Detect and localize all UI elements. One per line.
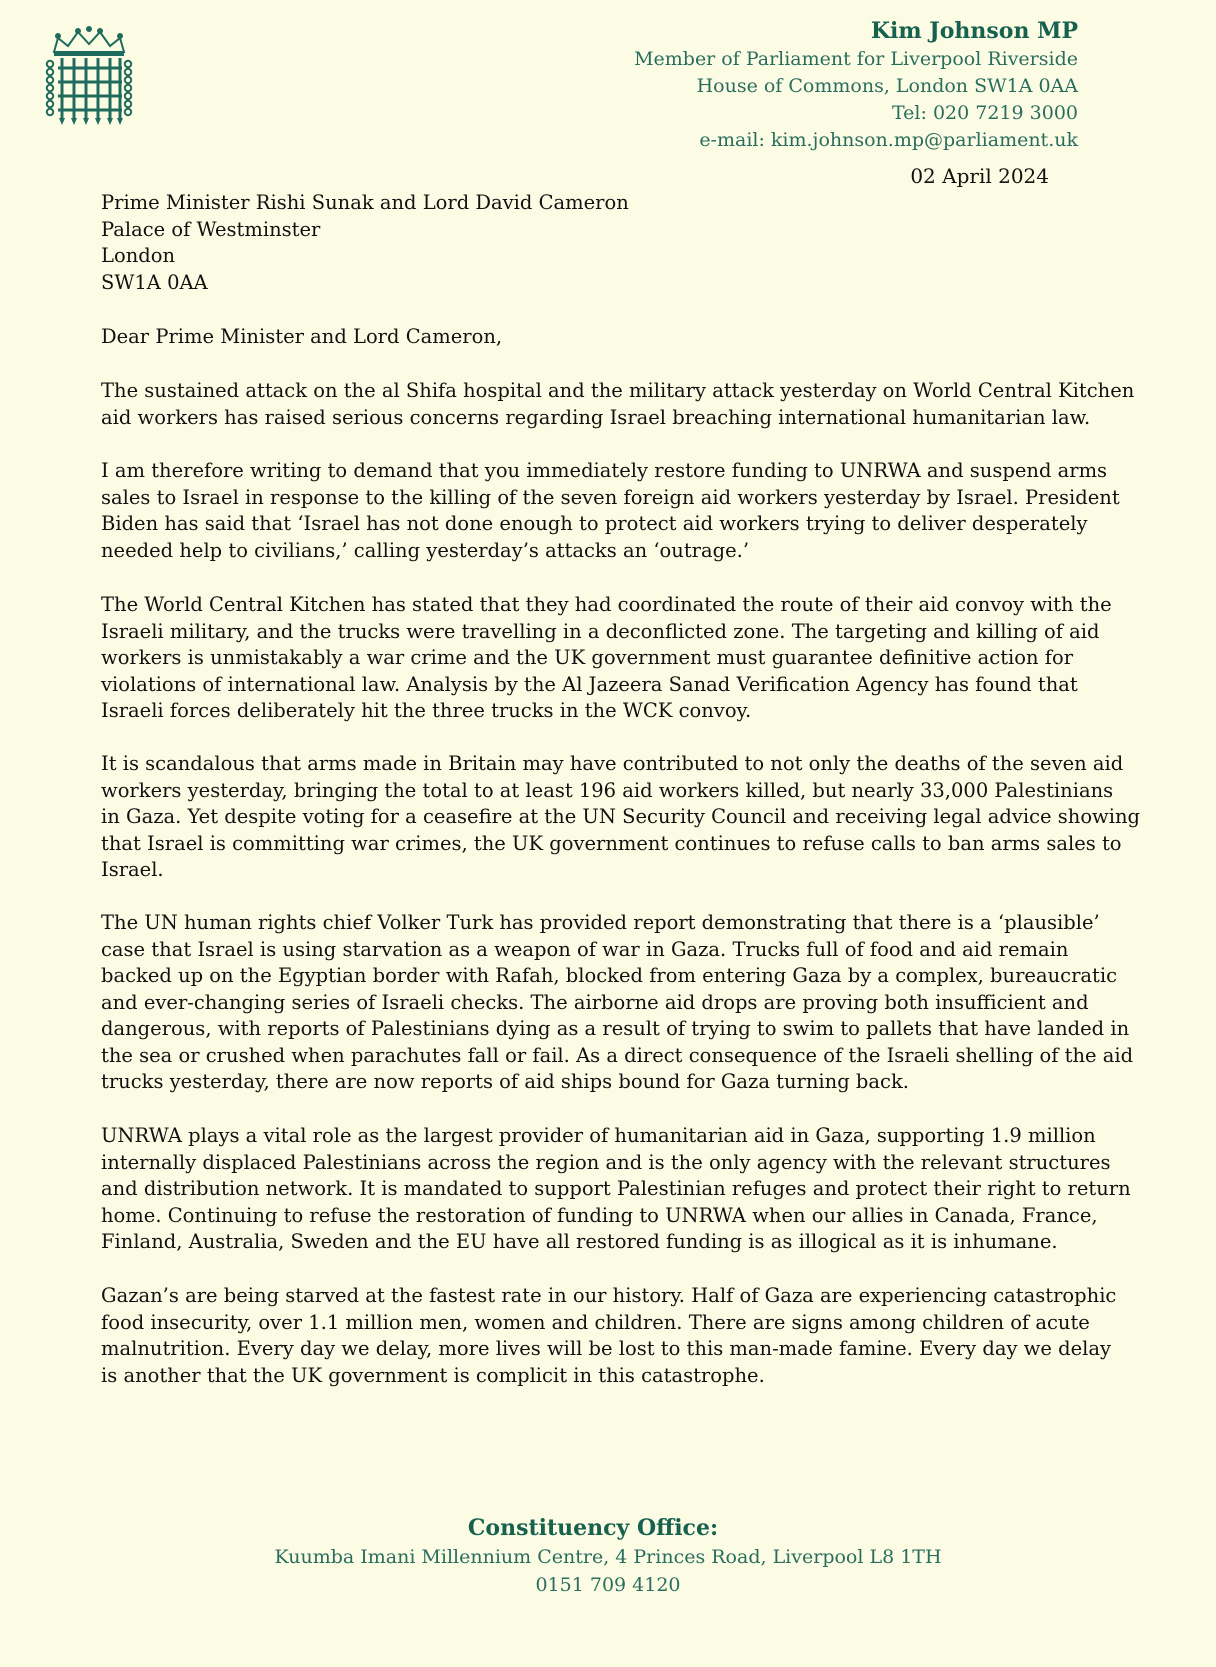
paragraph-line: the sea or crushed when parachutes fall or fail. As a direct consequence of the Israeli shelling of the aid <box>101 1043 1134 1067</box>
body-paragraph <box>101 458 1120 564</box>
paragraph-line: Gazan’s are being starved at the fastest rate in our history. Half of Gaza are experiencing catastrophic <box>101 1284 1117 1307</box>
body-paragraph <box>101 378 1135 431</box>
mp-name: Kim Johnson MP <box>870 18 1078 44</box>
body-paragraph <box>101 592 1111 725</box>
paragraph-line: backed up on the Egyptian border with Rafah, blocked from entering Gaza by a complex, bureaucratic <box>101 964 1118 987</box>
paragraph-line: workers yesterday, bringing the total to at least 196 aid workers killed, but nearly 33,000 Palestinians <box>101 778 1114 802</box>
paragraph-line: The sustained attack on the al Shifa hospital and the military attack yesterday on World Central Kitchen <box>101 379 1135 402</box>
paragraph-line: aid workers has raised serious concerns regarding Israel breaching international humanitarian law. <box>101 405 1091 429</box>
paragraph-line: It is scandalous that arms made in Britain may have contributed to not only the deaths of the seven aid <box>101 752 1124 775</box>
paragraph-line: needed help to civilians,’ calling yesterday’s attacks an ‘outrage.’ <box>101 538 750 562</box>
paragraph-line: in Gaza. Yet despite voting for a ceasefire at the UN Security Council and receiving legal advice showing <box>101 805 1141 828</box>
portcullis-icon <box>44 26 134 126</box>
paragraph-line: Israeli forces deliberately hit the three trucks in the WCK convoy. <box>101 699 752 722</box>
paragraph-line: that Israel is committing war crimes, the UK government continues to refuse calls to ban arms sales to <box>101 831 1122 855</box>
paragraph-line: Biden has said that ‘Israel has not done enough to protect aid workers trying to deliver desperately <box>101 512 1088 535</box>
paragraph-line: dangerous, with reports of Palestinians dying as a result of trying to swim to pallets that have landed in <box>101 1017 1130 1040</box>
addressee-line: SW1A 0AA <box>101 270 208 294</box>
paragraph-line: Israel. <box>101 858 164 881</box>
paragraph-line: is another that the UK government is complicit in this catastrophe. <box>101 1363 765 1387</box>
mp-email: e-mail: kim.johnson.mp@parliament.uk <box>699 129 1078 151</box>
paragraph-line: and distribution network. It is mandated to support Palestinian refuges and protect their right to return <box>101 1177 1131 1200</box>
letterhead <box>634 16 1078 154</box>
addressee-block <box>101 190 629 296</box>
paragraph-line: The World Central Kitchen has stated that they had coordinated the route of their aid convoy with the <box>101 593 1112 616</box>
body-paragraph <box>101 1283 1117 1389</box>
footer-title: Constituency Office: <box>467 1515 719 1541</box>
body-paragraph <box>101 1123 1131 1256</box>
addressee-line: London <box>101 244 176 267</box>
paragraph-line: sales to Israel in response to the killing of the seven foreign aid workers yesterday by Israel. President <box>101 485 1120 509</box>
paragraph-line: trucks yesterday, there are now reports of aid ships bound for Gaza turning back. <box>101 1070 909 1093</box>
paragraph-line: violations of international law. Analysis by the Al Jazeera Sanad Verification Agency has found that <box>101 672 1078 696</box>
constituency-office-footer <box>0 1513 1216 1599</box>
mp-role: Member of Parliament for Liverpool Riverside <box>634 48 1078 70</box>
paragraph-line: case that Israel is using starvation as a weapon of war in Gaza. Trucks full of food and aid remain <box>101 937 1069 961</box>
paragraph-line: workers is unmistakably a war crime and the UK government must guarantee definitive action for <box>101 646 1074 669</box>
salutation: Dear Prime Minister and Lord Cameron, <box>101 325 503 348</box>
body-paragraph <box>101 751 1141 884</box>
addressee-line: Prime Minister Rishi Sunak and Lord David Cameron <box>101 191 629 214</box>
mp-telephone: Tel: 020 7219 3000 <box>891 102 1078 124</box>
mp-address: House of Commons, London SW1A 0AA <box>696 75 1078 97</box>
paragraph-line: internally displaced Palestinians across the region and is the only agency with the relevant structures <box>101 1150 1111 1174</box>
footer-phone: 0151 709 4120 <box>535 1574 681 1596</box>
footer-address: Kuumba Imani Millennium Centre, 4 Princes Road, Liverpool L8 1TH <box>274 1546 942 1568</box>
paragraph-line: The UN human rights chief Volker Turk has provided report demonstrating that there is a ‘plausible’ <box>101 911 1100 934</box>
addressee-line: Palace of Westminster <box>101 217 321 241</box>
paragraph-line: I am therefore writing to demand that you immediately restore funding to UNRWA and suspend arms <box>101 459 1108 482</box>
paragraph-line: food insecurity, over 1.1 million men, women and children. There are signs among children of acute <box>101 1310 1090 1334</box>
paragraph-line: UNRWA plays a vital role as the largest provider of humanitarian aid in Gaza, supporting 1.9 million <box>101 1124 1096 1147</box>
paragraph-line: home. Continuing to refuse the restoration of funding to UNRWA when our allies in Canada, France, <box>101 1203 1098 1227</box>
letter-date: 02 April 2024 <box>910 164 1049 188</box>
paragraph-line: malnutrition. Every day we delay, more lives will be lost to this man-made famine. Every day we delay <box>101 1337 1112 1360</box>
body-paragraph <box>101 910 1134 1096</box>
paragraph-line: Israeli military, and the trucks were travelling in a deconflicted zone. The targeting and killing of aid <box>101 619 1100 643</box>
paragraph-line: and ever-changing series of Israeli checks. The airborne aid drops are proving both insufficient and <box>101 990 1089 1014</box>
paragraph-line: Finland, Australia, Sweden and the EU have all restored funding is as illogical as it is inhumane. <box>101 1230 1058 1253</box>
